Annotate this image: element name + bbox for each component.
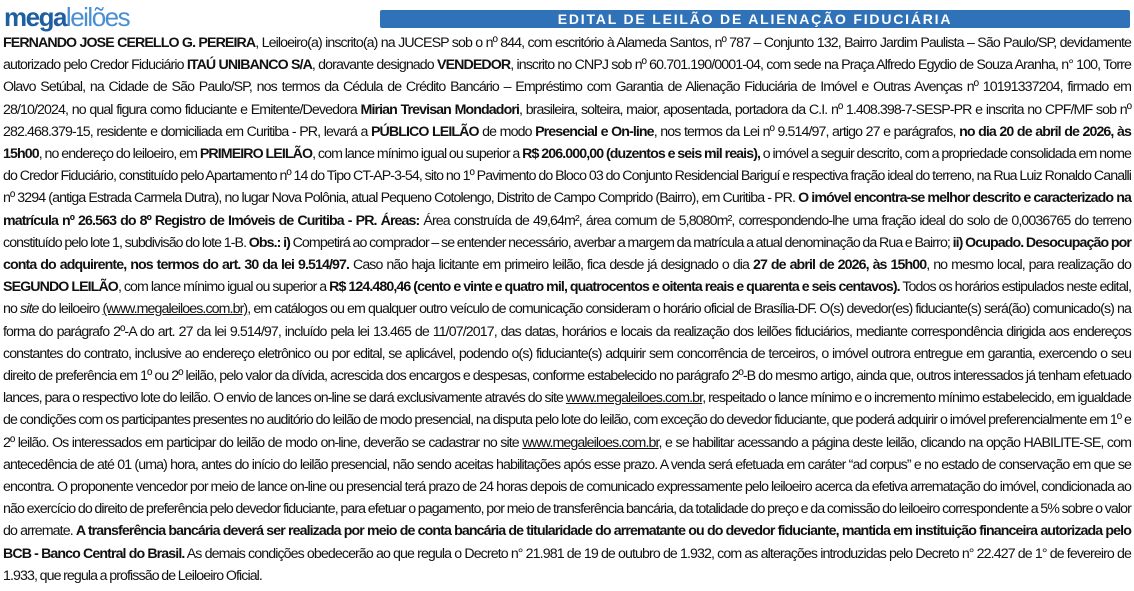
notice-text-segment: do leiloeiro — [38, 301, 103, 318]
notice-text-segment: VENDEDOR — [437, 57, 511, 74]
website-link-text: www.megaleiloes.com.br — [565, 390, 703, 407]
website-link-text: www.megaleiloes.com.br — [522, 434, 659, 451]
website-link-text: (www.megaleiloes.com.br) — [102, 301, 248, 318]
notice-text-segment: SEGUNDO LEILÃO — [3, 279, 118, 296]
notice-text-segment: , brasileira, solteira, maior, aposentada, portadora da C.I. nº 1.408.398-7-SESP-PR e inscrita no CPF/MF sob nº 282.468.379-15, residente e domiciliada em Curitiba - PR, levará a — [3, 101, 1131, 140]
notice-text-segment: , e se habilitar acessando a página deste leilão, clicando na opção HABILITE-SE, com antecedência de até 01 (uma) hora, antes do início do leilão presencial, não sendo aceitas habilitações após esse prazo. A venda será efetuada em caráter “ad corpus” e no estado de conservação em que se encontra. O proponente vencedor por meio de lance on-line ou presencial terá prazo de 24 horas depois de comunicado expressamente pelo leiloeiro acerca da efetiva arrematação do imóvel, condicionada ao não exercício do direito de preferência pelo devedor fiduciante, para efetuar o pagamento, por meio de transferência bancária, da totalidade do preço e da comissão do leiloeiro correspondente a 5% sobre o valor do arremate. — [3, 434, 1131, 540]
notice-text-segment: , Leiloeiro(a) inscrito(a) na JUCESP sob o nº 844, com escritório à Alameda Santos, nº 787 – Conjunto 132, Bairro Jardim Paulista – São Paulo/SP, devidamente autorizado pelo Credor Fiduciário — [3, 35, 1131, 74]
notice-body — [3, 32, 1131, 587]
notice-text-segment: Todos os horários estipulados neste edital, no — [3, 279, 1132, 318]
notice-text-segment: Competirá ao comprador – se entender necessário, averbar a margem da matrícula a atual denominação da Rua e Bairro; — [289, 234, 953, 251]
header — [0, 0, 1134, 34]
notice-text-segment: PÚBLICO LEILÃO — [370, 123, 479, 140]
notice-text-segment: Obs.: i) — [248, 234, 290, 251]
notice-text-segment: , no mesmo local, para realização do — [926, 257, 1131, 274]
notice-text-segment: Presencial e On-line — [535, 123, 654, 140]
notice-text-segment: , doravante designado — [311, 57, 437, 74]
notice-text-segment: FERNANDO JOSE CERELLO G. PEREIRA — [3, 35, 256, 51]
notice-text-segment: site — [20, 301, 39, 318]
logo-part-leiloes: leilões — [65, 2, 130, 32]
logo — [4, 2, 129, 32]
notice-text-segment: ii) Ocupado. Desocupação por conta do adquirente, nos termos do art. 30 da lei 9.514/97. — [3, 234, 1132, 274]
notice-text-segment: , com lance mínimo igual ou superior a — [117, 279, 330, 296]
notice-text-segment: Caso não haja licitante em primeiro leilão, fica desde já designado o dia — [349, 257, 753, 274]
notice-text-segment: PRIMEIRO LEILÃO — [199, 146, 313, 163]
notice-text-segment: O imóvel encontra-se melhor descrito e caracterizado na matrícula nº 26.563 do 8º Registro de Imóveis de Curitiba - PR. Áreas: — [3, 190, 1131, 229]
notice-text-segment: , respeitado o lance mínimo e o incremento mínimo estabelecido, em igualdade de condições com os participantes presentes no auditório do leilão de modo presencial, na disputa pelo lote do leilão, com exceção do devedor fiduciante, que poderá adquirir o imóvel preferencialmente em 1º e 2º leilão. Os interessados em participar do leilão de modo on-line, deverão se cadastrar no site — [3, 390, 1131, 451]
notice-text-segment: , em catálogos ou em qualquer outro veículo de comunicação consideram o horário oficial de Brasília-DF. O(s) devedor(es) fiduciante(s) será(ão) comunicado(s) na forma do parágrafo 2º-A do art. 27 da lei 9.514/97, incluído pela lei 13.465 de 11/07/2017, das datas, horários e locais da realização dos leilões fiduciários, mediante correspondência dirigida aos endereços constantes do contrato, inclusive ao endereço eletrônico ou por edital, se aplicável, podendo o(s) fiduciante(s) adquirir sem concorrência de terceiros, o imóvel outrora entregue em garantia, exercendo o seu direito de preferência em 1º ou 2º leilão, pelo valor da dívida, acrescida dos encargos e despesas, conforme estabelecido no parágrafo 2º-B do mesmo artigo, ainda que, outros interessados já tenham efetuado lances, para o respectivo lote do leilão. O envio de lances on-line se dará exclusivamente através do site — [3, 301, 1132, 407]
notice-text-segment: , inscrito no CNPJ sob nº 60.701.190/0001-04, com sede na Praça Alfredo Egydio de Souza Aranha, n° 100, Torre Olavo Setúbal, na Cidade de São Paulo/SP, nos termos da Cédula de Crédito Bancário – Empréstimo com Garantia de Alienação Fiduciária de Imóvel e Outras Avenças nº 10191337204, firmado em 28/10/2024, no qual figura como fiduciante e Emitente/Devedora — [3, 57, 1131, 118]
notice-text-segment: , no endereço do leiloeiro, em — [38, 146, 200, 163]
notice-text-segment: o imóvel a seguir descrito, com a propriedade consolidada em nome do Credor Fiduciário, constituído pelo Apartamento nº 14 do Tipo CT-AP-3-54, sito no 1º Pavimento do Bloco 03 do Conjunto Residencial Bariguí e respectiva fração ideal do terreno, na Rua Luiz Ronaldo Canalli nº 3294 (antiga Estrada Carmela Dutra), no lugar Nova Polônia, atual Pequeno Cotolengo, Distrito de Campo Comprido (Bairro), em Curitiba - PR. — [3, 146, 1131, 207]
notice-text-segment: Mirian Trevisan Mondadori — [360, 101, 519, 118]
notice-text-segment: R$ 124.480,46 (cento e vinte e quatro mil, quatrocentos e oitenta reais e quarenta e seis centavos). — [329, 279, 900, 296]
notice-text-segment: R$ 206.000,00 (duzentos e seis mil reais), — [522, 146, 761, 163]
notice-text-segment: de modo — [478, 123, 536, 140]
notice-text-segment: 27 de abril de 2026, às 15h00 — [752, 257, 927, 274]
title-bar — [380, 10, 1130, 28]
notice-text-segment: ITAÚ UNIBANCO S/A — [186, 57, 312, 74]
notice-text-segment: A transferência bancária deverá ser realizada por meio de conta bancária de titularidade do arrematante ou do devedor fiduciante, mantida em instituição financeira autorizada pelo BCB - Banco Central do Brasil. — [3, 523, 1131, 562]
page-title: EDITAL DE LEILÃO DE ALIENAÇÃO FIDUCIÁRIA — [557, 11, 953, 27]
logo-part-mega: mega — [4, 2, 66, 32]
notice-text-segment: no dia 20 de abril de 2026, às 15h00 — [3, 123, 1131, 163]
notice-text-segment: , nos termos da Lei nº 9.514/97, artigo 27 e parágrafos, — [653, 123, 960, 140]
notice-text-segment: Área construída de 49,64m², área comum de 5,8080m², correspondendo-lhe uma fração ideal do solo de 0,0036765 do terreno constituído pelo lote 1, subdivisão do lote 1-B. — [3, 212, 1131, 251]
notice-text-segment: , com lance mínimo igual ou superior a — [312, 146, 523, 163]
notice-text-segment: As demais condições obedecerão ao que regula o Decreto n° 21.981 de 19 de outubro de 1.932, com as alterações introduzidas pelo Decreto n° 22.427 de 1° de fevereiro de 1.933, que regula a profissão de Leiloeiro Oficial. — [3, 545, 1131, 584]
